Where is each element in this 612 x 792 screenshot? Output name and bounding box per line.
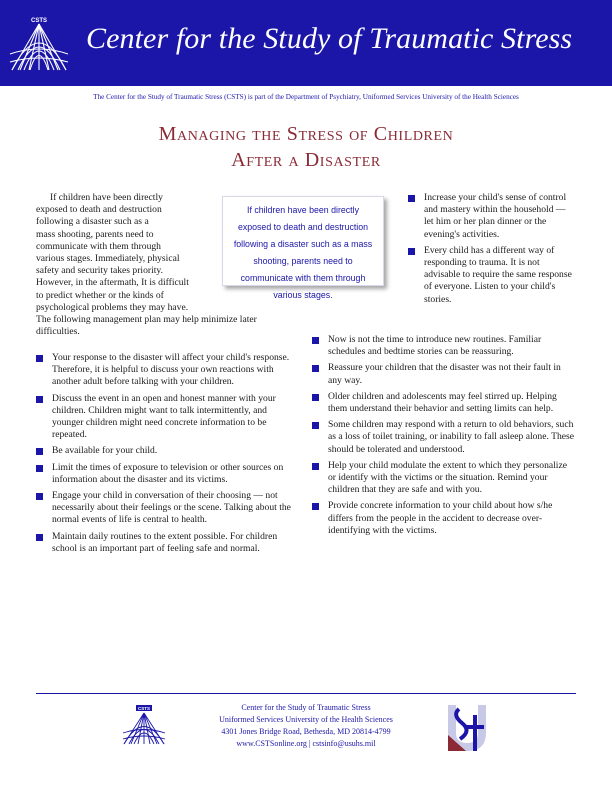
right-bottom-bullet-list	[312, 334, 576, 541]
list-item	[408, 192, 576, 241]
footer-contact	[0, 702, 612, 750]
intro-line: exposed to death and destruction	[36, 204, 162, 216]
logo-text: CSTS	[30, 18, 48, 24]
list-item-text: Help your child modulate the extent to which they personalize or identify with the victims or the situation. Remind your children that they are safe and with you.	[328, 459, 567, 496]
intro-line: However, in the aftermath, It is difficult	[36, 277, 189, 289]
footer-org-name: Center for the Study of Traumatic Stress	[241, 703, 371, 712]
list-item	[36, 352, 300, 389]
intro-line: to predict whether or the kinds of	[36, 289, 164, 301]
left-bullet-list	[36, 352, 300, 559]
list-item-text: Maintain daily routines to the extent possible. For children school is an important part of feeling safe and normal.	[52, 530, 278, 554]
bullet-square-icon	[36, 493, 43, 500]
bullet-square-icon	[36, 465, 43, 472]
list-item	[312, 419, 576, 456]
list-item	[312, 391, 576, 415]
list-item-text: Older children and adolescents may feel stirred up. Helping them understand their behavior and setting limits can help.	[328, 390, 557, 415]
list-item-text: Your response to the disaster will affect your child's response. Therefore, it is helpful to discuss your own reactions with another adult before talking with your children.	[52, 352, 290, 388]
intro-line: communicate with them through	[36, 240, 161, 252]
footer-address: 4301 Jones Bridge Road, Bethesda, MD 20814-4799	[221, 727, 391, 736]
page-title	[0, 121, 612, 173]
bullet-square-icon	[312, 337, 319, 344]
list-item	[312, 362, 576, 386]
csts-logo-icon	[8, 14, 70, 72]
list-item-text: Engage your child in conversation of their choosing — not necessarily about their feelings or the scene. Talking about the normal events of life is central to health.	[52, 490, 291, 526]
intro-line: following a disaster such as a	[36, 216, 149, 228]
usu-logo-icon	[444, 703, 490, 753]
list-item	[36, 462, 300, 486]
page-title-line-1: Managing the Stress of Children	[158, 123, 454, 145]
bullet-square-icon	[36, 534, 43, 541]
list-item	[36, 445, 300, 457]
bullet-square-icon	[312, 463, 319, 470]
bullet-square-icon	[36, 355, 43, 362]
list-item	[312, 500, 576, 537]
list-item-text: Now is not the time to introduce new routines. Familiar schedules and bedtime stories can be reassuring.	[328, 334, 542, 358]
intro-line: psychological problems they may have.	[36, 301, 189, 313]
list-item-text: Reassure your children that the disaster was not their fault in any way.	[328, 362, 561, 386]
intro-line: safety and security takes priority.	[36, 265, 163, 277]
pull-quote-callout	[222, 196, 384, 300]
list-item-text: Provide concrete information to your child about how s/he differs from the people in the accident to decrease over-identifying with the victims.	[328, 500, 553, 536]
footer-logo-text: CSTS	[137, 706, 151, 711]
bullet-square-icon	[36, 396, 43, 403]
list-item	[36, 531, 300, 555]
bullet-square-icon	[36, 448, 43, 455]
pull-quote-text: If children have been directly exposed to death and destruction following a disaster such as a mass shooting, parents need to communicate with them through various stages.	[233, 205, 373, 300]
bullet-square-icon	[408, 248, 415, 255]
usu-logo-text: USU	[467, 713, 470, 714]
list-item-text: Every child has a different way of responding to trauma. It is not advisable to require the same response of everyone. Listen to your child's stories.	[424, 244, 572, 305]
list-item	[312, 460, 576, 497]
intro-line: mass shooting, parents need to	[36, 228, 154, 240]
bullet-square-icon	[312, 365, 319, 372]
footer-web-email[interactable]: www.CSTSonline.org | cstsinfo@usuhs.mil	[236, 739, 376, 748]
intro-line: If children have been directly	[50, 192, 163, 203]
bullet-square-icon	[312, 503, 319, 510]
header-banner	[0, 0, 612, 86]
footer-divider	[36, 693, 576, 694]
list-item	[36, 490, 300, 527]
list-item-text: Some children may respond with a return to old behaviors, such as a loss of toilet training, or inability to fall asleep alone. These should be tolerated and understood.	[328, 419, 574, 455]
list-item-text: Discuss the event in an open and honest manner with your children. Children might want to talk intermittently, and younger children might need concrete information to be repeated.	[52, 392, 276, 441]
bullet-square-icon	[312, 394, 319, 401]
bullet-square-icon	[312, 422, 319, 429]
tagline: The Center for the Study of Traumatic Stress (CSTS) is part of the Department of Psychiatry, Uniformed Services University of the Health Sciences	[93, 93, 519, 101]
intro-followup: The following management plan may help minimize later difficulties.	[36, 314, 257, 338]
intro-line: various stages. Immediately, physical	[36, 253, 180, 265]
page-title-line-2: After a Disaster	[231, 149, 381, 171]
list-item	[408, 245, 576, 306]
right-top-bullet-list	[408, 192, 576, 310]
list-item-text: Be available for your child.	[52, 445, 158, 457]
list-item	[312, 334, 576, 358]
list-item	[36, 393, 300, 442]
footer-university: Uniformed Services University of the Health Sciences	[219, 715, 393, 724]
bullet-square-icon	[408, 195, 415, 202]
list-item-text: Limit the times of exposure to television or other sources on information about the disaster and its victims.	[52, 461, 284, 485]
header-title: Center for the Study of Traumatic Stress	[86, 22, 573, 55]
list-item-text: Increase your child's sense of control and mastery within the household — let him or her plan dinner or the evening's activities.	[424, 192, 567, 240]
